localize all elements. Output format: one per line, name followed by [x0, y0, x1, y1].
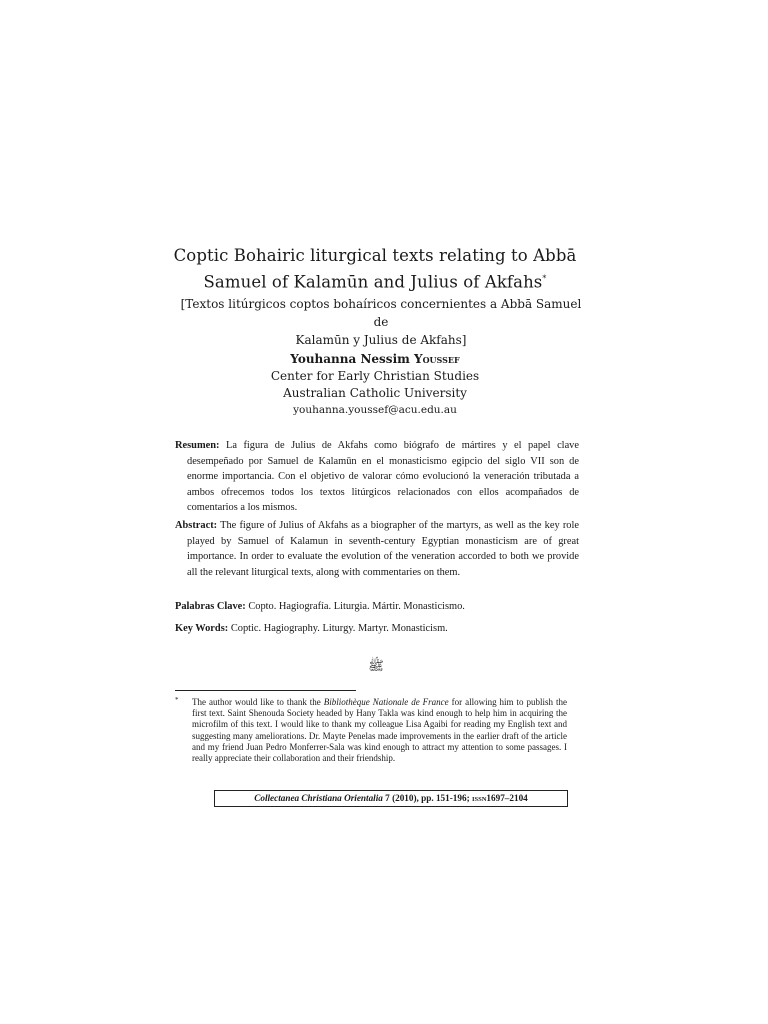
footnote-text-start: The author would like to thank the: [192, 697, 324, 707]
footnote: [175, 697, 567, 764]
author-given-name: Youhanna Nessim: [290, 352, 410, 366]
key-words-text: Coptic. Hagiography. Liturgy. Martyr. Monasticism.: [230, 623, 448, 634]
author-institution-1: Center for Early Christian Studies: [270, 369, 480, 383]
title-line-2: Samuel of Kalamūn and Julius of Akfahs: [203, 272, 543, 292]
author-surname: Youssef: [414, 352, 460, 366]
abstract-paragraph: [175, 518, 579, 580]
issn-label: ISSN: [471, 796, 487, 803]
journal-citation: [214, 790, 568, 807]
footnote-mark: *: [175, 696, 179, 704]
abstract-text: The figure of Julius of Akfahs as a biographer of the martyrs, as well as the key role played by Samuel of Kalamun in seventh-century Egyptian monasticism are of great importance. In order to evaluate the evolution of the veneration accorded to both we provide all the relevant liturgical texts, along with commentaries on them.: [187, 520, 579, 578]
subtitle-line-2: Kalamūn y Julius de Akfahs]: [295, 333, 467, 347]
journal-details: 7 (2010), pp. 151-196;: [382, 793, 472, 803]
resumen-paragraph: [175, 438, 579, 516]
resumen-text: La figura de Julius de Akfahs como biógrafo de mártires y el papel clave desempeñado por Samuel de Kalamūn en el monasticismo egipcio del siglo VII son de enorme importancia. Con el objetivo de valorar cómo evolucionó la veneración tributada a ambos ofrecemos todos los textos litúrgicos relacionados con ellos acompañados de comentarios a los mismos.: [187, 440, 579, 514]
ornament-icon: ﷺ: [368, 658, 384, 673]
author-institution-2: Australian Catholic University: [283, 386, 467, 400]
abstract-label: Abstract:: [175, 520, 218, 531]
footnote-text: [175, 697, 567, 764]
footnote-italic: Bibliothèque Nationale de France: [323, 697, 449, 707]
journal-name: Collectanea Christiana Orientalia: [254, 793, 383, 803]
article-subtitle: [172, 295, 590, 349]
issn-value: 1697–2104: [486, 793, 528, 803]
footnote-divider: [175, 690, 356, 691]
footnote-text-end: for allowing him to publish the first text. Saint Shenouda Society headed by Hany Takla was kind enough to help him in acquiring the microfilm of this text. I would like to thank my colleague Lisa Agaibi for reading my English text and suggesting many ameliorations. Dr. Mayte Penelas made improvements in the earlier draft of the article and my friend Juan Pedro Monferrer-Sala was kind enough to attract my attention to some passages. I really appreciate their collaboration and their friendship.: [192, 697, 567, 764]
title-footnote-mark[interactable]: *: [542, 274, 547, 283]
palabras-clave-paragraph: [175, 599, 567, 615]
key-words-paragraph: [175, 621, 567, 637]
article-title: [160, 244, 590, 294]
author-name: [200, 351, 550, 368]
palabras-clave-text: Copto. Hagiografía. Liturgia. Mártir. Monasticismo.: [248, 601, 465, 612]
key-words-label: Key Words:: [175, 623, 229, 634]
palabras-clave-label: Palabras Clave:: [175, 601, 246, 612]
title-line-1: Coptic Bohairic liturgical texts relating to Abbā: [173, 246, 577, 265]
author-email[interactable]: youhanna.youssef@acu.edu.au: [293, 404, 457, 416]
author-block: [200, 351, 550, 419]
subtitle-line-1: [Textos litúrgicos coptos bohaíricos concernientes a Abbā Samuel de: [180, 297, 582, 329]
resumen-label: Resumen:: [175, 440, 220, 451]
